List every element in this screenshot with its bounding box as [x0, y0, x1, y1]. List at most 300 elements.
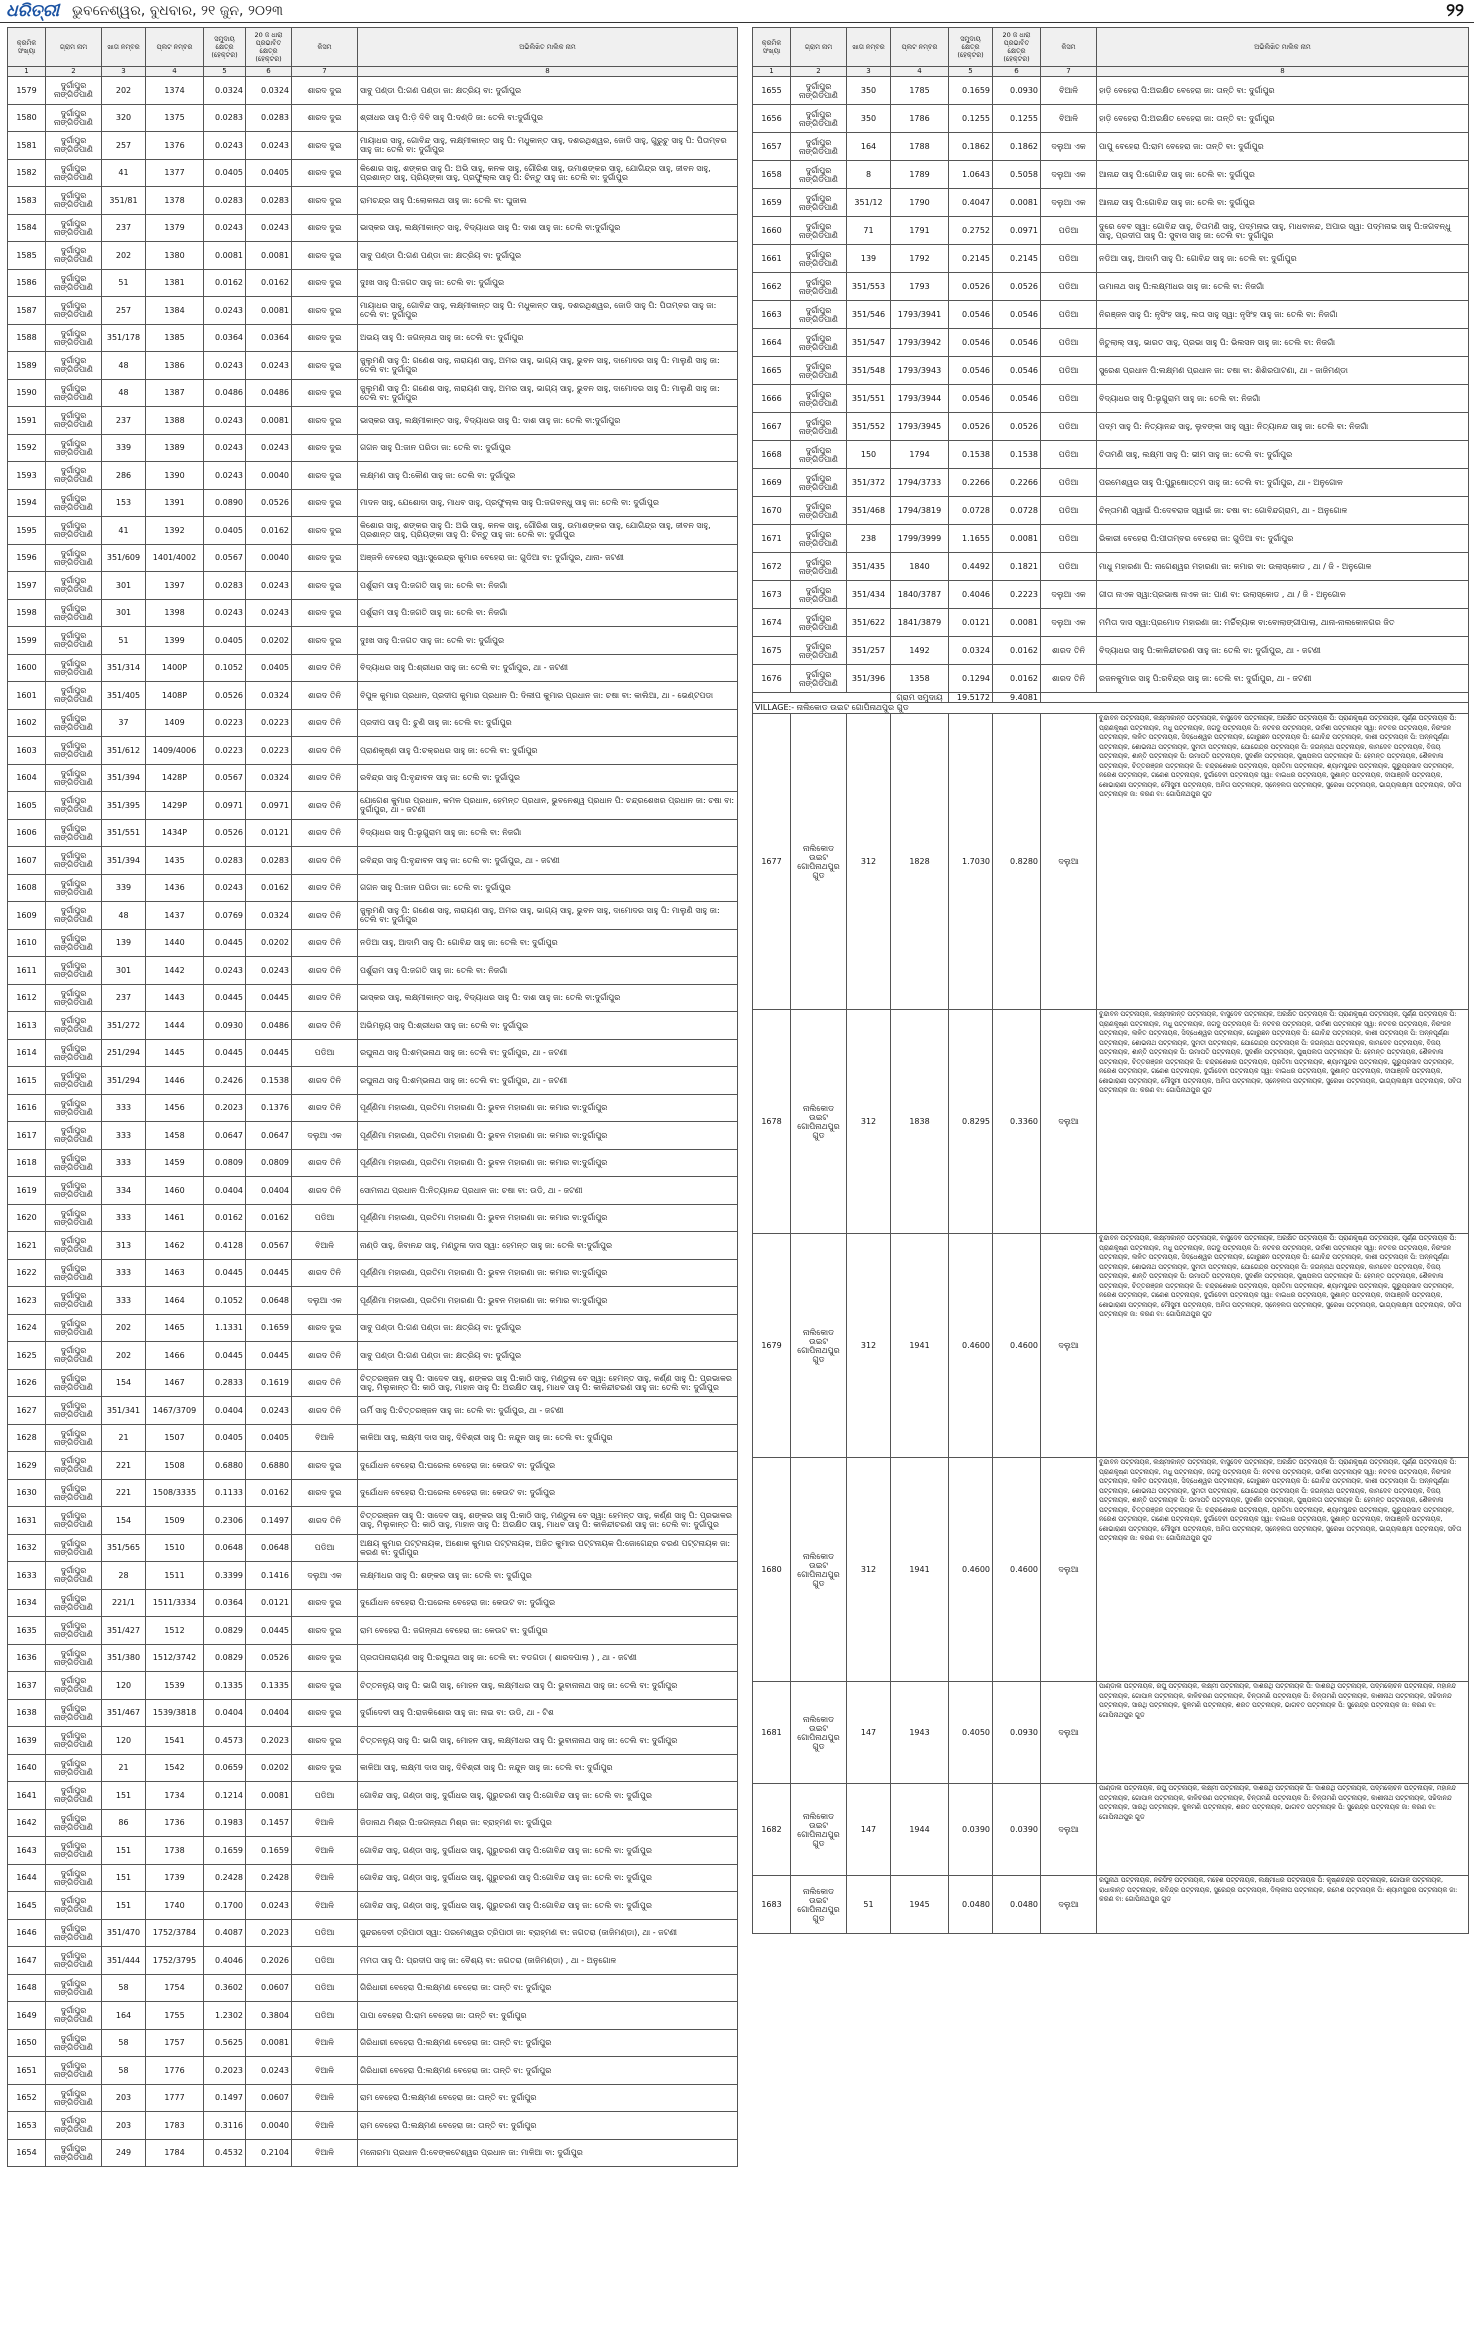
kisam-cell: ପଡିଆ [1041, 469, 1097, 497]
serial-cell: 1633 [8, 1562, 46, 1590]
affected-area-cell: 0.0081 [246, 1782, 292, 1810]
serial-cell: 1586 [8, 269, 46, 297]
kisam-cell: ଶାରଦ ଦୁଇ [292, 1314, 358, 1342]
affected-area-cell: 0.0081 [993, 189, 1041, 217]
kisam-cell: ପଡିଆ [292, 1039, 358, 1067]
village-cell: ଦୁର୍ଗାପୁର ନାଙ୍ଗିଡିପାଣି [46, 297, 102, 325]
village-cell: ଦୁର୍ଗାପୁର ନାଙ୍ଗିଡିପାଣି [46, 1892, 102, 1920]
table-row [753, 1010, 1469, 1234]
khata-cell: 221/1 [102, 1589, 146, 1617]
plot-cell: 1444 [146, 1012, 204, 1040]
serial-cell: 1659 [753, 189, 791, 217]
serial-cell: 1681 [753, 1682, 791, 1784]
khata-cell: 154 [102, 1507, 146, 1535]
affected-area-cell: 0.0243 [246, 352, 292, 380]
village-cell: ଦୁର୍ଗାପୁର ନାଙ୍ଗିଡିପାଣି [46, 462, 102, 490]
table-row [8, 517, 738, 545]
kisam-cell: ଶାରଦ ଦୁଇ [292, 1589, 358, 1617]
khata-cell: 351/467 [102, 1699, 146, 1727]
serial-cell: 1609 [8, 902, 46, 930]
affected-area-cell: 0.4600 [993, 1234, 1041, 1458]
plot-cell: 1793 [891, 273, 949, 301]
khata-cell: 48 [102, 352, 146, 380]
khata-cell: 333 [102, 1149, 146, 1177]
plot-cell: 1375 [146, 104, 204, 132]
khata-cell: 351/178 [102, 324, 146, 352]
plot-cell: 1392 [146, 517, 204, 545]
total-area-cell: 0.0405 [204, 1424, 246, 1452]
plot-cell: 1436 [146, 874, 204, 902]
table-row [8, 1864, 738, 1892]
serial-cell: 1619 [8, 1177, 46, 1205]
serial-cell: 1630 [8, 1479, 46, 1507]
column-header: କିସମ [1041, 28, 1097, 67]
plot-cell: 1789 [891, 161, 949, 189]
plot-cell: 1445 [146, 1039, 204, 1067]
affected-area-cell: 0.0405 [246, 654, 292, 682]
serial-cell: 1600 [8, 654, 46, 682]
plot-cell: 1944 [891, 1784, 949, 1876]
plot-cell: 1391 [146, 489, 204, 517]
serial-cell: 1583 [8, 187, 46, 215]
kisam-cell: ଶାରଦ ତିନି [292, 1012, 358, 1040]
total-area-cell: 0.1255 [949, 105, 993, 133]
owner-cell: ନଡିଆ ସାହୁ, ଆଦାମି ସାହୁ ପି: ଗୋବିନ୍ଦ ସାହୁ ଜା: ତେଲି ବା: ଦୁର୍ଗାପୁର [358, 929, 738, 957]
affected-area-cell: 0.1538 [246, 1067, 292, 1095]
owner-cell: ହାଡ଼ି ବେହେରା ପି:ଅରକ୍ଷିତ ବେହେରା ଜା: ତାନ୍ତି ବା: ଦୁର୍ଗାପୁର [1097, 77, 1469, 105]
village-cell: ଦୁର୍ଗାପୁର ନାଙ୍ଗିଡିପାଣି [46, 1067, 102, 1095]
affected-area-cell: 0.3804 [246, 2002, 292, 2030]
plot-cell: 1840 [891, 553, 949, 581]
khata-cell: 120 [102, 1727, 146, 1755]
owner-cell: କାଳିଆ ସାହୁ, ଲକ୍ଷ୍ମୀ ଦାସ ସାହୁ, ଦିବିଶ୍ରୀ ସାହୁ ପି: ନନ୍ଦୁନ ସାହୁ ଜା: ତେଲି ବା: ଦୁର୍ଗାପୁର [358, 1424, 738, 1452]
village-cell: ଦୁର୍ଗାପୁର ନାଙ୍ଗିଡିପାଣି [46, 1727, 102, 1755]
spacer-cell [1041, 693, 1469, 703]
village-cell: ଦୁର୍ଗାପୁର ନାଙ୍ଗିଡିପାଣି [46, 682, 102, 710]
village-cell: ଦୁର୍ଗାପୁର ନାଙ୍ଗିଡିପାଣି [791, 161, 847, 189]
plot-cell: 1788 [891, 133, 949, 161]
total-area-cell: 0.0445 [204, 1259, 246, 1287]
masthead [0, 0, 1474, 23]
affected-area-cell: 0.0526 [993, 273, 1041, 301]
total-area-cell: 0.0567 [204, 544, 246, 572]
table-row [8, 1727, 738, 1755]
kisam-cell: ଶାରଦ ଦୁଇ [292, 104, 358, 132]
owner-cell: ଜୁଲୁମଣି ସାହୁ ପି: ଗଣେଶ ସାହୁ, ନାରାୟଣ ସାହୁ, ଅମର ସାହୁ, ଭାଗ୍ୟ ସାହୁ, ଭୁବନ ସାହୁ, ଦାମୋଦର ସାହୁ ପି: ମାଲୁଣି ସାହୁ ଜା: ତେଲି ବା: ଦୁର୍ଗାପୁର [358, 379, 738, 407]
khata-cell: 339 [102, 874, 146, 902]
total-area-cell: 0.0405 [204, 627, 246, 655]
owner-cell: ସୋମନାଥ ପ୍ରଧାନ ପି:ନିତ୍ୟାନନ୍ଦ ପ୍ରଧାନ ଜା: ଚଷା ବା: ଉଡି, ଥା - ଜଟଣୀ [358, 1177, 738, 1205]
village-cell: ଦୁର୍ଗାପୁର ନାଙ୍ଗିଡିପାଣି [46, 1452, 102, 1480]
plot-cell: 1385 [146, 324, 204, 352]
total-area-cell: 0.2426 [204, 1067, 246, 1095]
kisam-cell: ଦଲୁଆ [1041, 714, 1097, 1010]
owner-cell: ସୁରେଶ ପ୍ରଧାନ ପି:ଲକ୍ଷ୍ମଣ ପ୍ରଧାନ ଜା: ଚଷା ବା: ଶିଶିରପାଟଣା, ଥା - ଜାଜିମଣ୍ଡା [1097, 357, 1469, 385]
table-row [8, 2139, 738, 2167]
plot-cell: 1507 [146, 1424, 204, 1452]
serial-cell: 1585 [8, 242, 46, 270]
kisam-cell: ଶାରଦ ତିନି [292, 1094, 358, 1122]
owner-cell: କାଳିଆ ସାହୁ, ଲକ୍ଷ୍ମୀ ଦାସ ସାହୁ, ଦିବିଶ୍ରୀ ସାହୁ ପି: ନନ୍ଦୁନ ସାହୁ ଜା: ତେଲି ବା: ଦୁର୍ଗାପୁର [358, 1754, 738, 1782]
table-row [753, 133, 1469, 161]
total-area-cell: 0.0546 [949, 301, 993, 329]
village-cell: ଦୁର୍ଗାପୁର ନାଙ୍ଗିଡିପାଣି [791, 581, 847, 609]
affected-area-cell: 0.2266 [993, 469, 1041, 497]
plot-cell: 1777 [146, 2084, 204, 2112]
table-row [8, 1067, 738, 1095]
owner-cell: ଚିତ୍ତରଞ୍ଜନ ସାହୁ ପି: ସାଦେବ ସାହୁ, ଶଙ୍କର ସାହୁ ପି:କାଠି ସାହୁ, ମଣ୍ଡୁଳା ବେ ସ୍ୱା: ହେମନ୍ତ ସାହୁ, କର୍ଣ୍ଣ ସାହୁ ପି: ପ୍ରଭାକର ସାହୁ, ମିଲୁକାନ୍ତ ପି: କାଠି ସାହୁ, ମାହାନ ସାହୁ ପି: ଅରକ୍ଷିତ ସାହୁ, ମାଧବ ସାହୁ ପି: କାଳିନ୍ଦୀଚରଣ ସାହୁ ଜା: ତେଲି ବା: ଦୁର୍ଗାପୁର [358, 1507, 738, 1535]
total-area-cell: 0.1862 [949, 133, 993, 161]
table-header-row [753, 28, 1469, 67]
kisam-cell: ଶାରଦ ଦୁଇ [292, 1754, 358, 1782]
plot-cell: 1785 [891, 77, 949, 105]
kisam-cell: ପଡିଆ [1041, 357, 1097, 385]
owner-cell: ମାୟାଧର ସାହୁ, ଗୋବିନ୍ଦ ସାହୁ, ଲକ୍ଷ୍ମୀକାନ୍ତ ସାହୁ ପି: ମଧୁକାନ୍ତ ସାହୁ, ଦଶରଥିଶ୍ୱର, ଜୋଡି ସାହୁ, ଗୁରୁଚୁ ସାହୁ ପି: ପିତାମ୍ବର ସାହୁ ଜା: ତେଲି ବା: ଦୁର୍ଗାପୁର [358, 132, 738, 160]
village-cell: ଦୁର୍ଗାପୁର ନାଙ୍ଗିଡିପାଣି [46, 2084, 102, 2112]
owner-cell: ଦୁର୍ଯୋଧନ ବେହେରା ପି:ଘରେଲ ବେହେରା ଜା: କେଉଟ ବା: ଦୁର୍ଗାପୁର [358, 1589, 738, 1617]
village-cell: ଦୁର୍ଗାପୁର ନାଙ୍ଗିଡିପାଣି [46, 352, 102, 380]
village-cell: ଦୁର୍ଗାପୁର ନାଙ୍ଗିଡିପାଣି [46, 2112, 102, 2140]
village-cell: ଦୁର୍ଗାପୁର ନାଙ୍ଗିଡିପାଣି [46, 599, 102, 627]
serial-cell: 1627 [8, 1397, 46, 1425]
affected-area-cell: 0.0526 [246, 489, 292, 517]
khata-cell: 351/257 [847, 637, 891, 665]
serial-cell: 1584 [8, 214, 46, 242]
column-number: 4 [146, 67, 204, 77]
serial-cell: 1579 [8, 77, 46, 105]
kisam-cell: ଶାରଦ ଦୁଇ [292, 1727, 358, 1755]
total-area-cell: 0.4050 [949, 1682, 993, 1784]
affected-area-cell: 0.6880 [246, 1452, 292, 1480]
plot-cell: 1387 [146, 379, 204, 407]
plot-cell: 1539 [146, 1672, 204, 1700]
affected-area-cell: 0.1416 [246, 1562, 292, 1590]
table-row [753, 329, 1469, 357]
khata-cell: 351/396 [847, 665, 891, 693]
khata-cell: 313 [102, 1232, 146, 1260]
total-area-cell: 0.5625 [204, 2029, 246, 2057]
total-area-cell: 0.2833 [204, 1369, 246, 1397]
table-row [8, 2057, 738, 2085]
table-row [8, 1782, 738, 1810]
total-area-cell: 0.2428 [204, 1864, 246, 1892]
total-area-cell: 0.0445 [204, 984, 246, 1012]
khata-cell: 51 [102, 627, 146, 655]
plot-cell: 1838 [891, 1010, 949, 1234]
table-row [8, 269, 738, 297]
affected-area-cell: 0.0162 [246, 874, 292, 902]
owner-cell: ଚିତ୍ତନନ୍ୟୁ ସାହୁ ପି: ଭାଗି ସାହୁ, ମୋହନ ସାହୁ, ଲକ୍ଷ୍ମୀଧର ସାହୁ ପି: ଭୁବାନାନାଥ ସାହୁ ଜା: ତେଲି ବା: ଦୁର୍ଗାପୁର [358, 1672, 738, 1700]
table-row [8, 819, 738, 847]
owner-cell: ଗୋବିନ୍ଦ ସାହୁ, ଗଣ୍ଡା ସାହୁ, ଦୁର୍ଗାଧର ସାହୁ, ଗୁରୁଚରଣ ସାହୁ ପି:ଗୋବିନ୍ଦ ସାହୁ ଜା: ତେଲି ବା: ଦୁର୍ଗାପୁର [358, 1892, 738, 1920]
owner-cell: ପୂର୍ଣ୍ଣିମା ମହାରଣା, ପ୍ରତିମା ମହାରଣା ପି: ଭୁବନ ମହାରଣା ଜା: କମାର ବା:ଦୁର୍ଗାପୁର [358, 1259, 738, 1287]
village-cell: ଦୁର୍ଗାପୁର ନାଙ୍ଗିଡିପାଣି [46, 764, 102, 792]
kisam-cell: ଶାରଦ ତିନି [292, 682, 358, 710]
khata-cell: 139 [102, 929, 146, 957]
khata-cell: 350 [847, 105, 891, 133]
plot-cell: 1791 [891, 217, 949, 245]
affected-area-cell: 0.2026 [246, 1947, 292, 1975]
column-header: 20 ଜ ଧାରା ପ୍ରଭାବିତ କ୍ଷେତ୍ର (ହେକ୍ଟର) [246, 28, 292, 67]
village-cell: ଦୁର୍ଗାପୁର ନାଙ୍ଗିଡିପାଣି [791, 217, 847, 245]
total-area-cell: 1.7030 [949, 714, 993, 1010]
village-cell: ଦୁର୍ଗାପୁର ନାଙ୍ଗିଡିପାଣି [46, 847, 102, 875]
kisam-cell: ଶାରଦ ତିନି [1041, 637, 1097, 665]
total-area-cell: 1.0643 [949, 161, 993, 189]
total-area-cell: 0.3602 [204, 1974, 246, 2002]
village-cell: ଦୁର୍ଗାପୁର ନାଙ୍ଗିଡିପାଣି [46, 929, 102, 957]
plot-cell: 1734 [146, 1782, 204, 1810]
total-area-cell: 0.4087 [204, 1919, 246, 1947]
khata-cell: 147 [847, 1682, 891, 1784]
affected-area-cell: 0.0081 [993, 525, 1041, 553]
serial-cell: 1603 [8, 737, 46, 765]
affected-area-cell: 0.0202 [246, 929, 292, 957]
total-area-cell: 0.1214 [204, 1782, 246, 1810]
village-cell: ଦୁର୍ଗାପୁର ନାଙ୍ଗିଡିପାଣି [46, 1094, 102, 1122]
plot-cell: 1492 [891, 637, 949, 665]
plot-cell: 1754 [146, 1974, 204, 2002]
village-cell: ଦୁର୍ଗାପୁର ନାଙ୍ଗିଡିପାଣି [46, 1837, 102, 1865]
table-row [8, 297, 738, 325]
serial-cell: 1608 [8, 874, 46, 902]
column-header: ଅଭିଲିଖିତ ମାଲିକ ନାମ [1097, 28, 1469, 67]
total-area-cell: 0.6880 [204, 1452, 246, 1480]
village-cell: ଦୁର୍ଗାପୁର ନାଙ୍ଗିଡିପାଣି [46, 132, 102, 160]
owner-cell: ଭିକାରୀ ବେହେରା ପି:ପୀତାମ୍ବର ବେହେରା ଜା: ଗୁଡିଆ ବା: ଦୁର୍ଗାପୁର [1097, 525, 1469, 553]
affected-area-cell: 0.0283 [246, 104, 292, 132]
table-row [8, 1974, 738, 2002]
affected-area-cell: 0.0162 [246, 1204, 292, 1232]
total-area-cell: 0.0243 [204, 599, 246, 627]
owner-cell: ଉମାନାଥ ସାହୁ ପି:ଲକ୍ଷ୍ମୀଧର ସାହୁ ଜା: ତେଲି ବା: ନିଜଗାଁ [1097, 273, 1469, 301]
owner-cell: ଜୁଲୁମଣି ସାହୁ ପି: ଗଣେଶ ସାହୁ, ନାରାୟଣ ସାହୁ, ଅମର ସାହୁ, ଭାଗ୍ୟ ସାହୁ, ଭୁବନ ସାହୁ, ଦାମୋଦର ସାହୁ ପି: ମାଲୁଣି ସାହୁ ଜା: ତେଲି ବା: ଦୁର୍ଗାପୁର [358, 352, 738, 380]
column-number: 4 [891, 67, 949, 77]
owner-cell: ବୁନ୍ଦାବନ ପଟ୍ଟନାୟକ, ଲକ୍ଷ୍ମୀକାନ୍ତ ପଟ୍ଟନାୟକ, ବାସୁଦେବ ପଟ୍ଟନାୟକ, ଅରକ୍ଷିତ ପଟ୍ଟନାୟକ ପି: ପ୍ରାଣକୃଷ୍ଣ ପଟ୍ଟନାୟକ, ପୂର୍ଣ୍ଣ ପଟ୍ଟନାୟକ ପି: ପ୍ରାଣକୃଷ୍ଣ ପଟ୍ଟନାୟକ, ମଧୁ ପଟ୍ଟନାୟକ, ଜଗଦୁ ପଟ୍ଟନାୟକ ପି: ନଟବର ପଟ୍ଟନାୟକ, ଉର୍ବଶୀ ପଟ୍ଟନାୟକ ସ୍ୱା: ନଟବର ପଟ୍ଟନାୟକ, ନିରଂଜନ ପଟ୍ଟନାୟକ, ଲଳିତ ପଟ୍ଟନାୟକ, ସିଦ୍ଧେଶ୍ୱର ପଟ୍ଟନାୟକ, ଗୋରୁଛନ ପଟ୍ଟନାୟକ ପି: ଗୋବିନ୍ଦ ପଟ୍ଟନାୟକ, କାଶୀ ପଟ୍ଟନାୟକ ପି: ଅନ୍ନପୂର୍ଣ୍ଣା ପଟ୍ଟନାୟକ, ଶୋଭନାଥ ପଟ୍ଟନାୟକ, ସୁମତୀ ପଟ୍ଟନାୟକ, ଯୋଗେନ୍ଦ୍ର ପଟ୍ଟନାୟକ ପି: ଜଗନ୍ନାଥ ପଟ୍ଟନାୟକ, କାମଦେବ ପଟ୍ଟନାୟକ, ବିଜୟ ପଟ୍ଟନାୟକ, ଶାନ୍ତି ପଟ୍ଟନାୟକ ପି: ଉମାପତି ପଟ୍ଟନାୟକ, ସୁଦର୍ଶନ ପଟ୍ଟନାୟକ, ପୁଷ୍ପଲତା ପଟ୍ଟନାୟକ ପି: ହେମନ୍ତ ପଟ୍ଟନାୟକ, ଶୈଳବାଳା ପଟ୍ଟନାୟକ, ଚିତ୍ତରଞ୍ଜନ ପଟ୍ଟନାୟକ ପି: ଚନ୍ଦ୍ରଶେଖର ପଟ୍ଟନାୟକ, ପ୍ରତିମା ପଟ୍ଟନାୟକ, ଶ୍ୟାମସୁନ୍ଦର ପଟ୍ଟନାୟକ, ଗୁରୁପ୍ରସାଦ ପଟ୍ଟନାୟକ, ନରେଶ ପଟ୍ଟନାୟକ, ଗଣେଶ ପଟ୍ଟନାୟକ, ଦୁର୍ଗାଦେବୀ ପଟ୍ଟନାୟକ ସ୍ୱା: ବାଇଧର ପଟ୍ଟନାୟକ, ସୁଶାନ୍ତ ପଟ୍ଟନାୟକ, ଦୀପାଞ୍ଜଳି ପଟ୍ଟନାୟକ, ଶୋଭାରାଣୀ ପଟ୍ଟନାୟକ, ମୌସୁମୀ ପଟ୍ଟନାୟକ, ଅନିତା ପଟ୍ଟନାୟକ, ସ୍ନେହଲତା ପଟ୍ଟନାୟକ, ସୁରେଖା ପଟ୍ଟନାୟକ, ଭାଗ୍ୟଲକ୍ଷ୍ମୀ ପଟ୍ଟନାୟକ, ସବିତା ପଟ୍ଟନାୟକ ଜା: କରଣ ବା: ଗୋପିନାଥପୁର ଗୁଡ [1097, 1010, 1469, 1234]
owner-cell: ନଡିଆ ସାହୁ, ଆଦାମି ସାହୁ ପି: ଗୋବିନ୍ଦ ସାହୁ ଜା: ତେଲି ବା: ଦୁର୍ଗାପୁର [1097, 245, 1469, 273]
kisam-cell: ବିଆଳି [292, 1424, 358, 1452]
owner-cell: ଦୁଃଖ ସାହୁ ପି:ଜଗତ ସାହୁ ଜା: ତେଲି ବା: ଦୁର୍ଗାପୁର [358, 627, 738, 655]
column-number: 5 [949, 67, 993, 77]
owner-cell: ଯୋଗେଶ କୁମାର ପ୍ରଧାନ, କମଳ ପ୍ରଧାନ, ହେମନ୍ତ ପ୍ରଧାନ, ଭୁବନେଶ୍ୱ ପ୍ରଧାନ ପି: ଚନ୍ଦ୍ରଶେଖର ପ୍ରଧାନ ଜା: ଚଷା ବା: ଦୁର୍ଗାପୁର, ଥା - ଜଟଣୀ [358, 792, 738, 820]
serial-cell: 1626 [8, 1369, 46, 1397]
owner-cell: କିଶୋର ସାହୁ, ଶଙ୍କର ସାହୁ ପି: ଅଭି ସାହୁ, କନକ ସାହୁ, ଗୌରିଶ ସାହୁ, ଉମାଶଙ୍କର ସାହୁ, ଯୋଗିନ୍ଦ୍ର ସାହୁ, ଜୀବନ ସାହୁ, ପ୍ରଶାନ୍ତ ସାହୁ, ପ୍ରିୟଙ୍କା ସାହୁ, ପ୍ରଫୁଲ୍ଲ ସାହୁ ପି: ଚିନ୍ତୁ ସାହୁ ଜା: ତେଲି ବା: ଦୁର୍ଗାପୁର [358, 159, 738, 187]
kisam-cell: ପଡିଆ [1041, 217, 1097, 245]
khata-cell: 147 [847, 1784, 891, 1876]
total-area-cell: 0.3116 [204, 2112, 246, 2140]
owner-cell: ପଦ୍ମ ସାହୁ ପି: ନିତ୍ୟାନନ୍ଦ ସାହୁ, ଲୁବଙ୍କା ସାହୁ ସ୍ୱା: ନିତ୍ୟାନନ୍ଦ ସାହୁ ଜା: ତେଲି ବା: ନିଜଗାଁ [1097, 413, 1469, 441]
owner-cell: ମମିତା ଦାସ ସ୍ୱା:ପ୍ରମୋଦ ମହାରଣା ଜା: ମର୍ଚ୍ଚିବ୍ୟାକ ବା:ବୋଲାଙ୍ଗୀପାଲା, ଥାନା-ନାଲକୋନଗର ଜିତ [1097, 609, 1469, 637]
column-number: 7 [292, 67, 358, 77]
village-cell: ଦୁର୍ଗାପୁର ନାଙ୍ଗିଡିପାଣି [46, 1177, 102, 1205]
village-cell: ଦୁର୍ଗାପୁର ନାଙ୍ଗିଡିପାଣି [791, 301, 847, 329]
kisam-cell: ଦଲୁଆ [1041, 1682, 1097, 1784]
table-row [8, 1892, 738, 1920]
khata-cell: 351/551 [102, 819, 146, 847]
village-cell: ଦୁର୍ଗାପୁର ନାଙ୍ଗିଡିପାଣି [46, 902, 102, 930]
village-cell: ନାଲିକୋଡ ଉଇଟ ଗୋପିନାଥପୁର ଗୁଡ [791, 1234, 847, 1458]
kisam-cell: ବିଆଳି [292, 2029, 358, 2057]
total-area-cell: 0.0728 [949, 497, 993, 525]
table-row [8, 599, 738, 627]
plot-cell: 1794/3819 [891, 497, 949, 525]
kisam-cell: ଦଲୁଆ [1041, 1876, 1097, 1934]
kisam-cell: ପଡିଆ [292, 1782, 358, 1810]
plot-cell: 1790 [891, 189, 949, 217]
owner-cell: ପର୍ଶୁରାମ ସାହୁ ପି:ଜଗତି ସାହୁ ଜା: ତେଲି ବା: ନିଜଗାଁ [358, 599, 738, 627]
table-row [8, 1699, 738, 1727]
village-cell: ଦୁର୍ଗାପୁର ନାଙ୍ଗିଡିପାଣି [791, 441, 847, 469]
plot-cell: 1358 [891, 665, 949, 693]
affected-area-cell: 0.0162 [993, 665, 1041, 693]
affected-area-cell: 0.1497 [246, 1507, 292, 1535]
owner-cell: ଗୋବିନ୍ଦ ସାହୁ, ଗଣ୍ଡା ସାହୁ, ଦୁର୍ଗାଧର ସାହୁ, ଗୁରୁଚରଣ ସାହୁ ପି:ଗୋବିନ୍ଦ ସାହୁ ଜା: ତେଲି ବା: ଦୁର୍ଗାପୁର [358, 1864, 738, 1892]
village-cell: ଦୁର୍ଗାପୁର ନାଙ୍ଗିଡିପାଣି [46, 1974, 102, 2002]
khata-cell: 237 [102, 407, 146, 435]
plot-cell: 1443 [146, 984, 204, 1012]
total-area-cell: 0.2306 [204, 1507, 246, 1535]
owner-cell: ବିଦ୍ୟାଧର ସାହୁ ପି:ଶ୍ରୀଧର ସାହୁ ଜା: ତେଲି ବା: ଦୁର୍ଗାପୁର, ଥା - ଜଟଣୀ [358, 654, 738, 682]
kisam-cell: ପଡିଆ [292, 1204, 358, 1232]
owner-cell: ଗିରିଧାରୀ ବେହେରା ପି:ଲକ୍ଷ୍ମଣ ବେହେରା ଜା: ତାନ୍ତି ବା: ଦୁର୍ଗାପୁର [358, 2029, 738, 2057]
affected-area-cell: 0.0364 [246, 324, 292, 352]
column-number: 2 [791, 67, 847, 77]
plot-cell: 1389 [146, 434, 204, 462]
table-row [8, 1479, 738, 1507]
plot-cell: 1508 [146, 1452, 204, 1480]
kisam-cell: ଦଲୁଆ [1041, 1458, 1097, 1682]
plot-cell: 1379 [146, 214, 204, 242]
khata-cell: 237 [102, 214, 146, 242]
khata-cell: 351/565 [102, 1534, 146, 1562]
table-row [8, 1122, 738, 1150]
kisam-cell: ଶାରଦ ଦୁଇ [292, 242, 358, 270]
village-cell: ଦୁର୍ଗାପୁର ନାଙ୍ଗିଡିପାଣି [46, 819, 102, 847]
khata-cell: 202 [102, 242, 146, 270]
kisam-cell: ଶାରଦ ଦୁଇ [292, 544, 358, 572]
affected-area-cell: 0.0243 [246, 1397, 292, 1425]
kisam-cell: ଦଲୁଆ ଏକ [292, 1562, 358, 1590]
owner-cell: ପୂର୍ଣ୍ଣିମା ମହାରଣା, ପ୍ରତିମା ମହାରଣା ପି: ଭୁବନ ମହାରଣା ଜା: କମାର ବା:ଦୁର୍ଗାପୁର [358, 1204, 738, 1232]
plot-cell: 1841/3879 [891, 609, 949, 637]
total-area-cell: 1.2302 [204, 2002, 246, 2030]
table-row [8, 1919, 738, 1947]
kisam-cell: ଦଲୁଆ ଏକ [1041, 161, 1097, 189]
owner-cell: ଅଞ୍ଜଳି ବେହେରା ସ୍ୱା:ସୁରେନ୍ଦ୍ର କୁମାର ବେହେରା ଜା: ଗୁଡିଆ ବା: ଦୁର୍ଗାପୁର, ଥାନା- ଜଟଣୀ [358, 544, 738, 572]
table-row [8, 324, 738, 352]
kisam-cell: ଶାରଦ ଦୁଇ [292, 132, 358, 160]
serial-cell: 1592 [8, 434, 46, 462]
total-area-cell: 0.0283 [204, 572, 246, 600]
khata-cell: 51 [847, 1876, 891, 1934]
khata-cell: 351/394 [102, 764, 146, 792]
total-area-cell: 0.0445 [204, 1342, 246, 1370]
owner-cell: ବୁନ୍ଦାବନ ପଟ୍ଟନାୟକ, ଲକ୍ଷ୍ମୀକାନ୍ତ ପଟ୍ଟନାୟକ, ବାସୁଦେବ ପଟ୍ଟନାୟକ, ଅରକ୍ଷିତ ପଟ୍ଟନାୟକ ପି: ପ୍ରାଣକୃଷ୍ଣ ପଟ୍ଟନାୟକ, ପୂର୍ଣ୍ଣ ପଟ୍ଟନାୟକ ପି: ପ୍ରାଣକୃଷ୍ଣ ପଟ୍ଟନାୟକ, ମଧୁ ପଟ୍ଟନାୟକ, ଜଗଦୁ ପଟ୍ଟନାୟକ ପି: ନଟବର ପଟ୍ଟନାୟକ, ଉର୍ବଶୀ ପଟ୍ଟନାୟକ ସ୍ୱା: ନଟବର ପଟ୍ଟନାୟକ, ନିରଂଜନ ପଟ୍ଟନାୟକ, ଲଳିତ ପଟ୍ଟନାୟକ, ସିଦ୍ଧେଶ୍ୱର ପଟ୍ଟନାୟକ, ଗୋରୁଛନ ପଟ୍ଟନାୟକ ପି: ଗୋବିନ୍ଦ ପଟ୍ଟନାୟକ, କାଶୀ ପଟ୍ଟନାୟକ ପି: ଅନ୍ନପୂର୍ଣ୍ଣା ପଟ୍ଟନାୟକ, ଶୋଭନାଥ ପଟ୍ଟନାୟକ, ସୁମତୀ ପଟ୍ଟନାୟକ, ଯୋଗେନ୍ଦ୍ର ପଟ୍ଟନାୟକ ପି: ଜଗନ୍ନାଥ ପଟ୍ଟନାୟକ, କାମଦେବ ପଟ୍ଟନାୟକ, ବିଜୟ ପଟ୍ଟନାୟକ, ଶାନ୍ତି ପଟ୍ଟନାୟକ ପି: ଉମାପତି ପଟ୍ଟନାୟକ, ସୁଦର୍ଶନ ପଟ୍ଟନାୟକ, ପୁଷ୍ପଲତା ପଟ୍ଟନାୟକ ପି: ହେମନ୍ତ ପଟ୍ଟନାୟକ, ଶୈଳବାଳା ପଟ୍ଟନାୟକ, ଚିତ୍ତରଞ୍ଜନ ପଟ୍ଟନାୟକ ପି: ଚନ୍ଦ୍ରଶେଖର ପଟ୍ଟନାୟକ, ପ୍ରତିମା ପଟ୍ଟନାୟକ, ଶ୍ୟାମସୁନ୍ଦର ପଟ୍ଟନାୟକ, ଗୁରୁପ୍ରସାଦ ପଟ୍ଟନାୟକ, ନରେଶ ପଟ୍ଟନାୟକ, ଗଣେଶ ପଟ୍ଟନାୟକ, ଦୁର୍ଗାଦେବୀ ପଟ୍ଟନାୟକ ସ୍ୱା: ବାଇଧର ପଟ୍ଟନାୟକ, ସୁଶାନ୍ତ ପଟ୍ଟନାୟକ, ଦୀପାଞ୍ଜଳି ପଟ୍ଟନାୟକ, ଶୋଭାରାଣୀ ପଟ୍ଟନାୟକ, ମୌସୁମୀ ପଟ୍ଟନାୟକ, ଅନିତା ପଟ୍ଟନାୟକ, ସ୍ନେହଲତା ପଟ୍ଟନାୟକ, ସୁରେଖା ପଟ୍ଟନାୟକ, ଭାଗ୍ୟଲକ୍ଷ୍ମୀ ପଟ୍ଟନାୟକ, ସବିତା ପଟ୍ଟନାୟକ ଜା: କରଣ ବା: ଗୋପିନାଥପୁର ଗୁଡ [1097, 714, 1469, 1010]
khata-cell: 139 [847, 245, 891, 273]
affected-area-cell: 0.2428 [246, 1864, 292, 1892]
khata-cell: 351/434 [847, 581, 891, 609]
kisam-cell: ବିଆଳି [292, 2139, 358, 2167]
affected-area-cell: 0.0040 [246, 544, 292, 572]
village-cell: ଦୁର୍ଗାପୁର ନାଙ୍ଗିଡିପାଣି [46, 1012, 102, 1040]
owner-cell: ସାବୁ ପଣ୍ଡା ପି:ଗଣ ପଣ୍ଡା ଜା: କ୍ଷତ୍ରିୟ ବା: ଦୁର୍ଗାପୁର [358, 1342, 738, 1370]
plot-cell: 1539/3818 [146, 1699, 204, 1727]
serial-cell: 1599 [8, 627, 46, 655]
affected-area-cell: 0.1538 [993, 441, 1041, 469]
serial-cell: 1662 [753, 273, 791, 301]
total-area-cell: 0.2023 [204, 2057, 246, 2085]
owner-cell: ରାମ ବେହେରା ପି:ଲକ୍ଷ୍ମଣ ବେହେରା ଜା: ତାନ୍ତି ବା: ଦୁର୍ଗାପୁର [358, 2084, 738, 2112]
table-row [8, 1039, 738, 1067]
khata-cell: 351/546 [847, 301, 891, 329]
khata-cell: 351/435 [847, 553, 891, 581]
owner-cell: ବିପୁଳ କୁମାର ପ୍ରଧାନ, ପ୍ରଦୀପ କୁମାର ପ୍ରଧାନ ପି: ଦିଲୀପ କୁମାର ପ୍ରଧାନ ଜା: ଚଷା ବା: କାଲିଆ, ଥା - ଭେଣ୍ଟପଡା [358, 682, 738, 710]
affected-area-cell: 0.1335 [246, 1672, 292, 1700]
spacer-cell [753, 693, 891, 703]
plot-cell: 1752/3784 [146, 1919, 204, 1947]
total-area-cell: 0.0404 [204, 1699, 246, 1727]
total-area-cell: 0.0243 [204, 214, 246, 242]
kisam-cell: ଦଲୁଆ ଏକ [292, 1122, 358, 1150]
affected-area-cell: 0.2145 [993, 245, 1041, 273]
kisam-cell: ଶାରଦ ତିନି [292, 1149, 358, 1177]
table-row [8, 1947, 738, 1975]
total-area-cell: 0.8295 [949, 1010, 993, 1234]
affected-area-cell: 0.0445 [246, 1617, 292, 1645]
village-cell: ଦୁର୍ଗାପୁର ନାଙ୍ଗିଡିପାଣି [46, 2139, 102, 2167]
total-area-cell: 0.0162 [204, 1204, 246, 1232]
plot-cell: 1776 [146, 2057, 204, 2085]
plot-cell: 1512 [146, 1617, 204, 1645]
khata-cell: 48 [102, 379, 146, 407]
column-header: ଖାତା ନମ୍ବର [102, 28, 146, 67]
serial-cell: 1647 [8, 1947, 46, 1975]
owner-cell: ଶ୍ରୀଧର ସାହୁ ପି:ଡ଼ି ଦିବି ସାହୁ ପି:ଦଣ୍ଡି ଜା: ତେଲି ବା:ଦୁର୍ଗାପୁର [358, 104, 738, 132]
total-area-cell: 0.1538 [949, 441, 993, 469]
table-row [8, 352, 738, 380]
village-cell: ଦୁର୍ଗାପୁର ନାଙ୍ଗିଡିପାଣି [46, 159, 102, 187]
total-area-cell: 0.0283 [204, 847, 246, 875]
khata-cell: 58 [102, 2029, 146, 2057]
total-area-cell: 0.0390 [949, 1784, 993, 1876]
table-row [8, 627, 738, 655]
land-table-right [752, 27, 1469, 1934]
khata-cell: 41 [102, 159, 146, 187]
table-row [8, 1259, 738, 1287]
affected-area-cell: 0.0486 [246, 379, 292, 407]
owner-cell: ରାମ ବେହେରା ପି:ଲକ୍ଷ୍ମଣ ବେହେରା ଜା: ତାନ୍ତି ବା: ଦୁର୍ଗାପୁର [358, 2112, 738, 2140]
affected-area-cell: 0.0480 [993, 1876, 1041, 1934]
serial-cell: 1655 [753, 77, 791, 105]
khata-cell: 301 [102, 572, 146, 600]
column-header: କ୍ରମିକ ସଂଖ୍ୟା [8, 28, 46, 67]
plot-cell: 1945 [891, 1876, 949, 1934]
village-cell: ଦୁର୍ଗାପୁର ନାଙ୍ଗିଡିପାଣି [46, 1149, 102, 1177]
serial-cell: 1582 [8, 159, 46, 187]
village-cell: ଦୁର୍ଗାପୁର ନାଙ୍ଗିଡିପାଣି [46, 1342, 102, 1370]
village-cell: ନାଲିକୋଡ ଉଇଟ ଗୋପିନାଥପୁର ଗୁଡ [791, 1682, 847, 1784]
village-cell: ଦୁର୍ଗାପୁର ନାଙ୍ଗିଡିପାଣି [46, 572, 102, 600]
affected-area-cell: 0.0445 [246, 1342, 292, 1370]
village-cell: ଦୁର୍ଗାପୁର ନାଙ୍ଗିଡିପାଣି [46, 324, 102, 352]
village-cell: ଦୁର୍ଗାପୁର ନାଙ୍ଗିଡିପାଣି [46, 379, 102, 407]
plot-cell: 1840/3787 [891, 581, 949, 609]
affected-area-cell: 0.0546 [993, 385, 1041, 413]
owner-cell: ପ୍ରାଣକୃଷ୍ଣ ସାହୁ ପି:ଚକ୍ରଧର ସାହୁ ଜା: ତେଲି ବା: ଦୁର୍ଗାପୁର [358, 737, 738, 765]
total-area-cell: 0.0243 [204, 297, 246, 325]
village-cell: ଦୁର୍ଗାପୁର ନାଙ୍ଗିଡିପାଣି [46, 1672, 102, 1700]
village-cell: ଦୁର୍ଗାପୁର ନାଙ୍ଗିଡିପାଣି [791, 105, 847, 133]
